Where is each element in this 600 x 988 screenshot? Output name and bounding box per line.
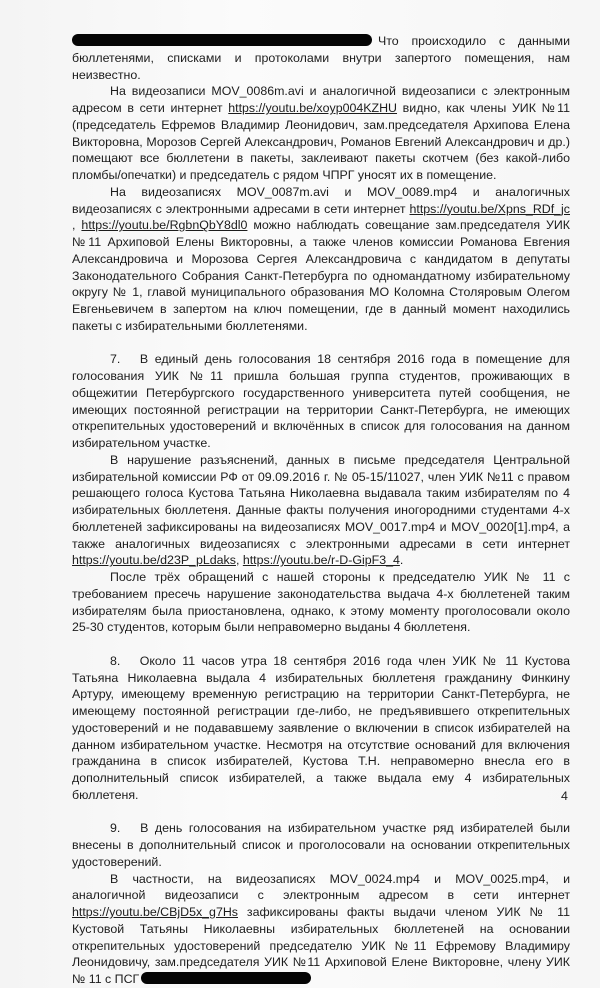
paragraph-intro-continuation — [72, 33, 570, 83]
paragraph-text: зафиксированы факты выдачи членом УИК № 11 Кустовой Татьяны Николаевны избирательных бюллетеней на основании открепительных удостоверений председателю УИК №11 Ефремову Владимиру Леонидовичу, зам.председателя УИК №11 Архиповой Елене Викторовне, члену УИК № 11 с ПСГ — [72, 905, 570, 986]
paragraph-text: На видеозаписях MOV_0087m.avi и MOV_0089.mp4 и аналогичных видеозаписях с электронными адресами в сети интернет — [72, 184, 570, 216]
paragraph-text: 7. В единый день голосования 18 сентября 2016 года в помещение для голосования УИК №11 пришла большая группа студентов, проживающих в общежитии Петербургского государственного университета путей сообщения, не имеющих постоянной регистрации на территории Санкт-Петербурга, не имеющих открепительных удостоверений и включённых в список для голосования на данном избирательном участке. — [72, 352, 574, 450]
paragraph-item-9 — [72, 820, 574, 870]
paragraph-text: В нарушение разъяснений, данных в письме председателя Центральной избирательной комиссии РФ от 09.09.2016 г. № 05-15/11027, член УИК №11 с правом решающего голоса Кустова Татьяна Николаевна выдавала таким избирателям по 4 избирательных бюллетеня. Данные факты получения иногородними студентами 4-х бюллетеней зафиксированы на видеозаписях MOV_0017.mp4 и MOV_0020[1].mp4, а также аналогичных видеозаписях с электронными адресами в сети интернет — [72, 452, 570, 551]
paragraph-text: На видеозаписи MOV_0086m.avi и аналогичной видеозаписи с электронным адресом в сети интернет — [72, 84, 570, 115]
video-link[interactable]: https://youtu.be/r-D-GipF3_4 — [242, 553, 400, 568]
document-body — [72, 33, 574, 988]
paragraph-text: В частности, на видеозаписях MOV_0024.mp4 и MOV_0025.mp4, и аналогичной видеозаписи с электронным адресом в сети интернет — [72, 871, 570, 903]
video-link[interactable]: https://youtu.be/xoyp004KZHU — [228, 101, 398, 115]
paragraph-text: , — [72, 218, 82, 233]
paragraph-video-0024 — [72, 871, 570, 988]
redaction-bar — [141, 972, 311, 984]
video-link[interactable]: https://youtu.be/d23P_pLdaks — [72, 553, 236, 568]
paragraph-text: видно, как члены УИК №11 (председатель Ефремов Владимир Леонидович, зам.председателя Архипова Елена Викторовна, Морозов Сергей Александрович, Романов Евгений Александрович и др.) помещают все бюллетени в пакеты, заклеивают пакеты скотчем (без какой-либо пломбы/опечатки) и председатель с рядом ЧПРГ уносят их в помещение. — [72, 101, 570, 182]
redaction-bar — [72, 34, 372, 46]
paragraph-text: Что происходило с данными бюллетенями, списками и протоколами внутри запертого помещения, нам неизвестно. — [72, 34, 570, 82]
paragraph-violation — [72, 452, 570, 569]
paragraph-text: После трёх обращений с нашей стороны к председателю УИК № 11 с требованием пресечь нарушение законодательства выдача 4-х бюллетеней таким избирателям была приостановлена, однако, к этому моменту проголосовали около 25-30 студентов, которым были неправомерно выданы 4 бюллетеня. — [72, 570, 570, 635]
paragraph-video-0087 — [72, 184, 570, 335]
video-link[interactable]: https://youtu.be/RgbnQbY8dl0 — [81, 218, 248, 233]
paragraph-video-0086 — [72, 83, 570, 184]
paragraph-text: можно наблюдать совещание зам.председателя УИК №11 Архиповой Елены Викторовны, а также членов комиссии Романова Евгения Александровича и Морозова Сергея Александровича с кандидатом в депутаты Законодательного Собрания Санкт-Петербурга по одномандатному избирательному округу № 1, главой муниципального образования МО Коломна Столяровым Олегом Евгеньевичем в запертом на ключ помещении, где в данный момент находились пакеты с избирательными бюллетенями. — [72, 218, 570, 333]
video-link[interactable]: https://youtu.be/Xpns_RDf_jc — [409, 201, 570, 216]
paragraph-item-8 — [72, 653, 574, 804]
paragraph-text: . — [399, 553, 404, 568]
paragraph-text: 9. В день голосования на избирательном участке ряд избирателей были внесены в дополнительный список и проголосовали на основании открепительных удостоверений. — [72, 821, 574, 869]
paragraph-after-requests — [72, 569, 570, 636]
paragraph-text: , — [235, 553, 243, 568]
paragraph-text: 8. Около 11 часов утра 18 сентября 2016 года член УИК № 11 Кустова Татьяна Николаевна выдала 4 избирательных бюллетеня гражданину Финкину Артуру, имеющему временную регистрацию на территории Санкт-Петербурга, не имеющему постоянной регистрации где-либо, не предъявившего открепительных удостоверений и не подававшему заявление о включении в список избирателей на данном избирательном участке. Несмотря на отсутствие оснований для включения гражданина в список избирателей, Кустова Т.Н. неправомерно внесла его в дополнительный список избирателей, а также выдала ему 4 избирательных бюллетеня. — [72, 653, 574, 802]
paragraph-item-7 — [72, 351, 574, 452]
page-number: 4 — [561, 789, 568, 803]
video-link[interactable]: https://youtu.be/CBjD5x_g7Hs — [72, 905, 238, 919]
